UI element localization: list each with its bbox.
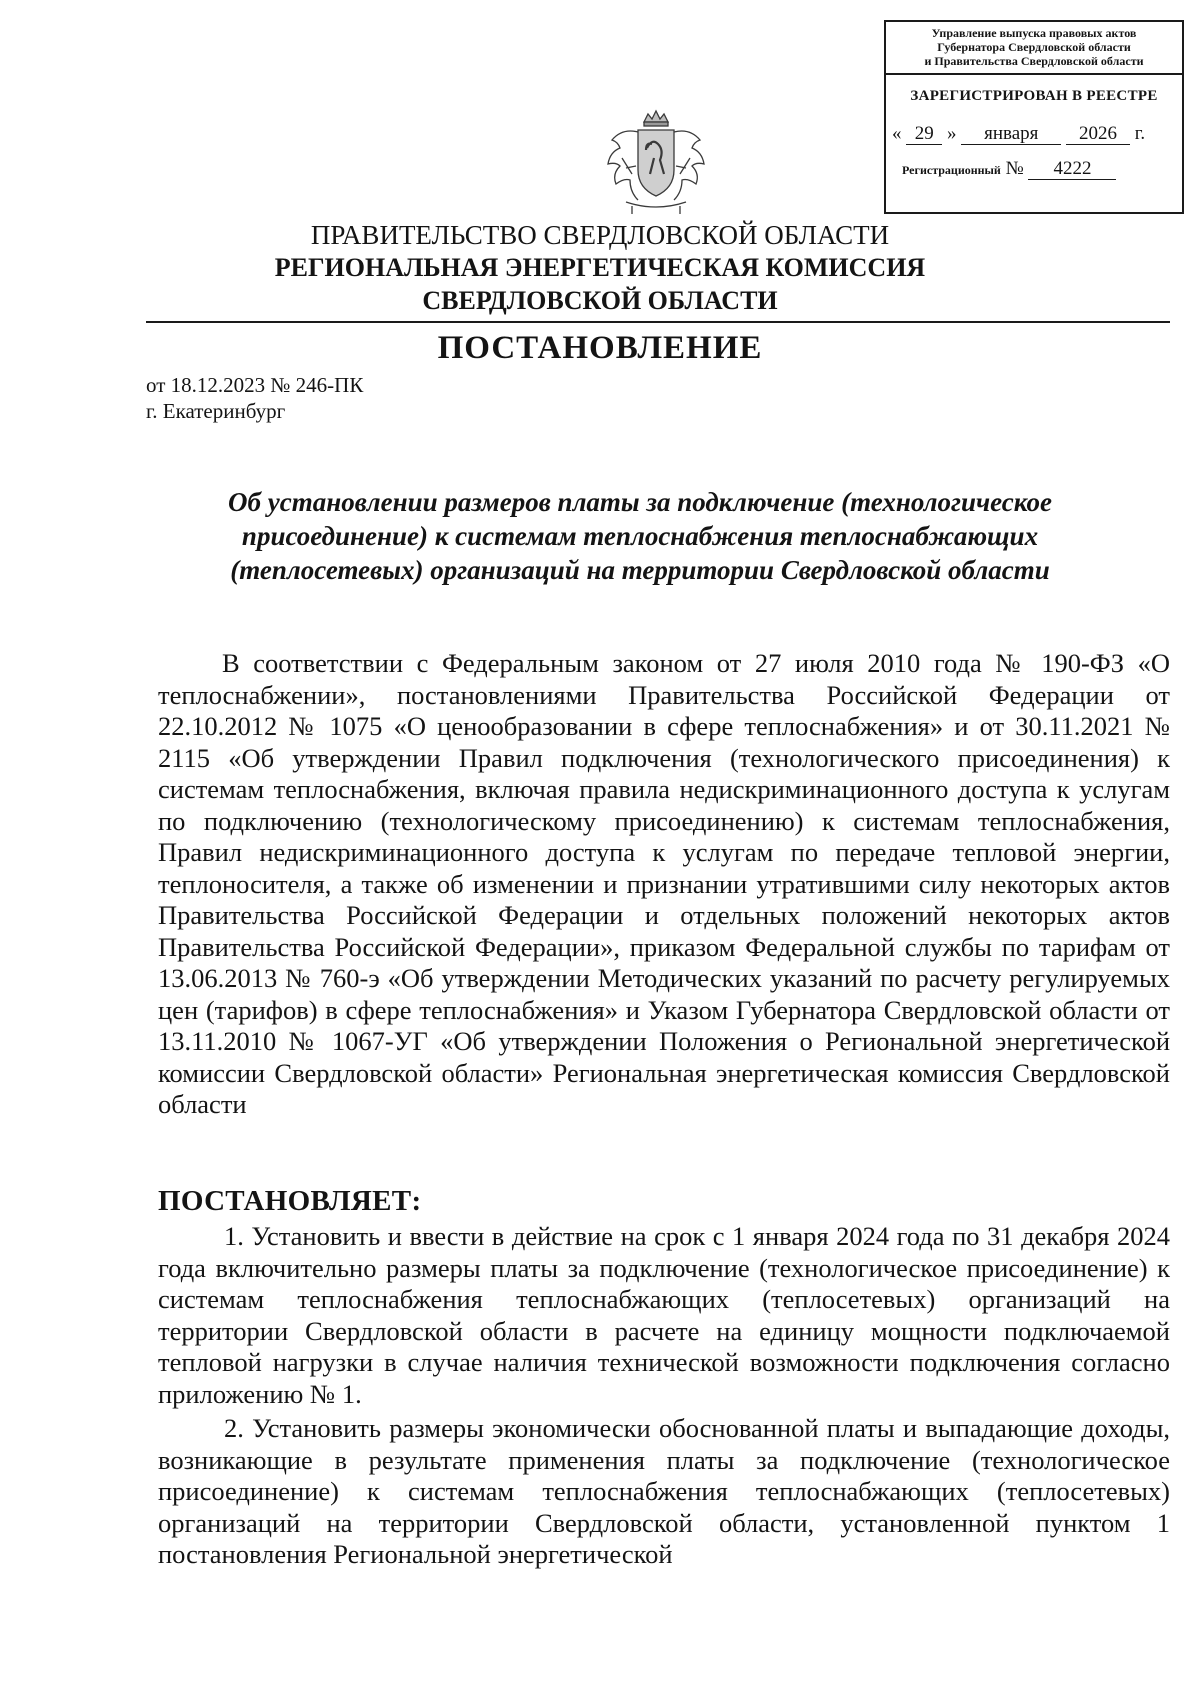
registration-office [886, 22, 1182, 75]
registration-number-row [886, 158, 1182, 180]
document-date-number: от 18.12.2023 № 246-ПК [146, 373, 364, 397]
office-line-3: и Правительства Свердловской области [924, 54, 1144, 68]
registration-number-label: Регистрационный [902, 163, 1001, 177]
document-type: ПОСТАНОВЛЕНИЕ [437, 330, 763, 366]
government-name: ПРАВИТЕЛЬСТВО СВЕРДЛОВСКОЙ ОБЛАСТИ [310, 220, 890, 250]
item-1-paragraph: 1. Установить и ввести в действие на срок с 1 января 2024 года по 31 декабря 2024 года включительно размеры платы за подключение (технологическое присоединение) к системам теплоснабжения теплоснабжающих (теплосетевых) организаций на территории Свердловской области в расчете на единицу мощности подключаемой тепловой нагрузки в случае наличия технической возможности подключения согласно приложению № 1. [158, 1221, 1170, 1409]
commission-name-line2: СВЕРДЛОВСКОЙ ОБЛАСТИ [422, 286, 778, 315]
document-title: Об установлении размеров платы за подключение (технологическое присоединение) к системам теплоснабжения теплоснабжающих (теплосетевых) организаций на территории Свердловской области [228, 487, 1052, 585]
office-line-1: Управление выпуска правовых актов [931, 26, 1137, 40]
registration-number: 4222 [1028, 159, 1116, 180]
quote-open: « [892, 123, 902, 144]
year-suffix: г. [1134, 123, 1146, 144]
registration-stamp [884, 20, 1184, 214]
commission-name-line1: РЕГИОНАЛЬНАЯ ЭНЕРГЕТИЧЕСКАЯ КОМИССИЯ [274, 253, 926, 282]
preamble-paragraph: В соответствии с Федеральным законом от 27 июля 2010 года № 190-ФЗ «О теплоснабжении», постановлениями Правительства Российской Федерации от 22.10.2012 № 1075 «О ценообразовании в сфере теплоснабжения» и от 30.11.2021 № 2115 «Об утверждении Правил подключения (технологического присоединения) к системам теплоснабжения, включая правила недискриминационного доступа к услугам по подключению (технологическому присоединению) к системам теплоснабжения, Правил недискриминационного доступа к услугам по передаче тепловой энергии, теплоносителя, а также об изменении и признании утратившими силу некоторых актов Правительства Российской Федерации и отдельных положений некоторых актов Правительства Российской Федерации», приказом Федеральной службы по тарифам от 13.06.2013 № 760-э «Об утверждении Методических указаний по расчету регулируемых цен (тарифов) в сфере теплоснабжения» и Указом Губернатора Свердловской области от 13.11.2010 № 1067-УГ «Об утверждении Положения о Региональной энергетической комиссии Свердловской области» Региональная энергетическая комиссия Свердловской области [158, 648, 1170, 1119]
resolves-heading: ПОСТАНОВЛЯЕТ: [158, 1185, 422, 1217]
header-divider [146, 321, 1170, 323]
registration-status: ЗАРЕГИСТРИРОВАН В РЕЕСТРЕ [910, 88, 1158, 104]
registration-year: 2026 [1066, 124, 1130, 145]
item-2-paragraph: 2. Установить размеры экономически обоснованной платы и выпадающие доходы, возникающие в результате применения платы за подключение (технологическое присоединение) к системам теплоснабжения теплоснабжающих (теплосетевых) организаций на территории Свердловской области, установленной пунктом 1 постановления Региональной энергетической [158, 1413, 1170, 1569]
registration-month: января [961, 124, 1061, 145]
number-sign: № [1005, 158, 1024, 179]
document-city: г. Екатеринбург [146, 399, 286, 423]
quote-close: » [947, 123, 957, 144]
coat-of-arms-icon [592, 108, 720, 216]
office-line-2: Губернатора Свердловской области [937, 40, 1131, 54]
registration-date [886, 123, 1182, 145]
registration-day: 29 [906, 124, 942, 145]
